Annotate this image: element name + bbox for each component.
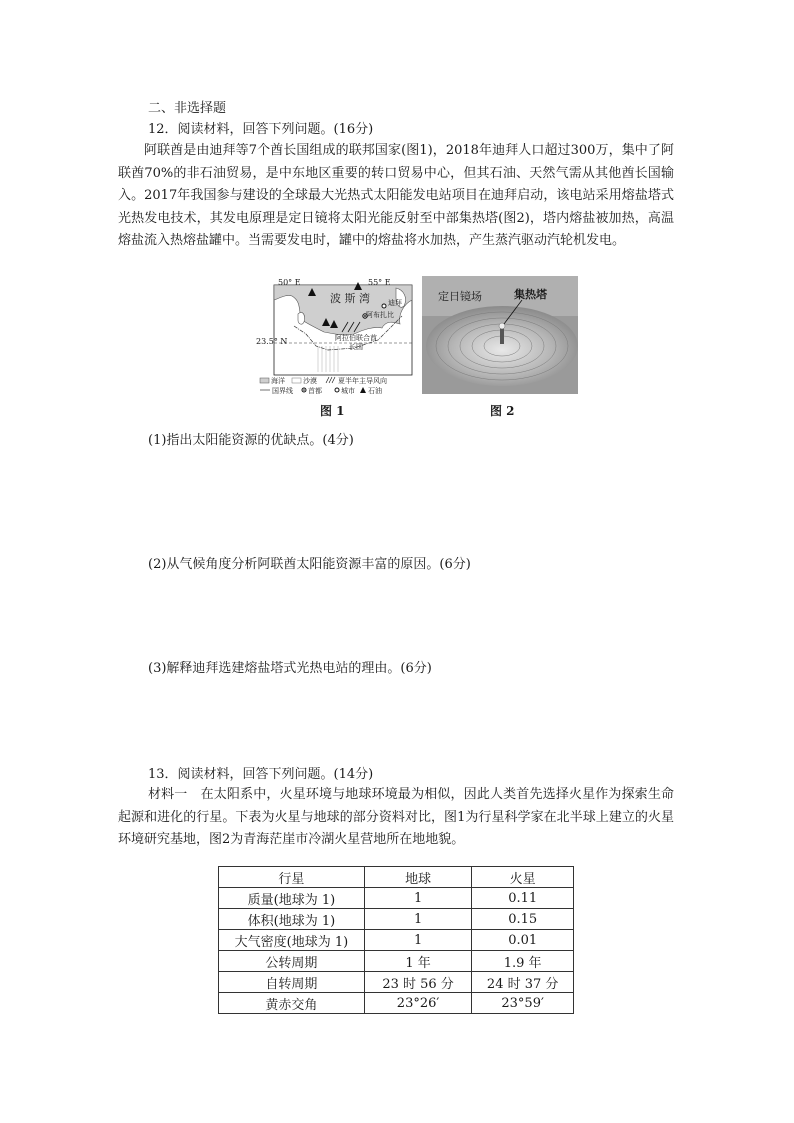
figure-2-caption: 图 2 [490,404,515,418]
question-13-stem: 13．阅读材料，回答下列问题。(14分) [148,767,374,782]
table-cell: 自转周期 [219,972,365,993]
legend-wind: 夏半年主导风向 [338,377,387,385]
table-cell: 1 年 [364,951,472,972]
table-header-row [219,867,574,888]
map-gulf-label: 波 斯 湾 [330,292,370,305]
table-cell: 24 时 37 分 [472,972,574,993]
figure-2-photo [422,276,578,394]
table-row [219,909,574,930]
table-cell: 大气密度(地球为 1) [219,930,365,951]
table-header-cell: 行星 [219,867,365,888]
question-12-sub-1: (1)指出太阳能资源的优缺点。(4分) [148,433,354,448]
map-lat-label: 23.5° N [256,337,288,346]
question-12-sub-2: (2)从气候角度分析阿联酋太阳能资源丰富的原因。(6分) [148,557,471,572]
legend-border: 国界线 [272,387,293,395]
figure-1-caption: 图 1 [320,404,345,418]
section-title: 二、非选择题 [148,101,227,116]
question-13-material: 材料一 在太阳系中，火星环境与地球环境最为相似，因此人类首先选择火星作为探索生命起源和进化的行星。下表为火星与地球的部分资料对比，图1为行星科学家在北半球上建立的火星环境研究基地，图2为青海茫崖市冷湖火星营地所在地地貌。 [118,787,674,847]
table-row [219,993,574,1014]
table-cell: 黄赤交角 [219,993,365,1014]
legend-oil: 石油 [368,387,382,395]
table-header-cell: 地球 [364,867,472,888]
table-cell: 23°59′ [472,993,574,1014]
figure-1-map [258,276,414,394]
table-cell: 0.15 [472,909,574,930]
mars-earth-table [218,866,574,1014]
label-mirror-field: 定日镜场 [438,290,482,303]
map-city-label: 阿布扎比 [366,311,394,319]
map-lon-right-label: 55° E [368,278,391,287]
table-cell: 质量(地球为 1) [219,888,365,909]
question-12-sub-3: (3)解释迪拜选建熔盐塔式光热电站的理由。(6分) [148,661,432,676]
table-cell: 体积(地球为 1) [219,909,365,930]
table-row [219,972,574,993]
legend-capital: 首都 [308,387,322,395]
table-row [219,951,574,972]
table-cell: 公转周期 [219,951,365,972]
table-cell: 0.11 [472,888,574,909]
table-cell: 23 时 56 分 [364,972,472,993]
table-cell: 23°26′ [364,993,472,1014]
table-cell: 1 [364,930,472,951]
legend-sea: 海洋 [271,377,285,385]
table-row [219,930,574,951]
table-cell: 0.01 [472,930,574,951]
label-heat-tower: 集热塔 [514,288,547,301]
table-cell: 1.9 年 [472,951,574,972]
table-cell: 1 [364,909,472,930]
table-cell: 1 [364,888,472,909]
map-dubai-label: 迪拜 [388,299,402,307]
legend-desert: 沙漠 [303,377,317,385]
question-12-material: 阿联酋是由迪拜等7个酋长国组成的联邦国家(图1)，2018年迪拜人口超过300万，集中了阿联酋70%的非石油贸易，是中东地区重要的转口贸易中心，但其石油、天然气需从其他酋长国输入。2017年我国参与建设的全球最大光热式太阳能发电站项目在迪拜启动，该电站采用熔盐塔式光热发电技术，其发电原理是定日镜将太阳光能反射至中部集热塔(图2)，塔内熔盐被加热，高温熔盐流入热熔盐罐中。当需要发电时，罐中的熔盐将水加热，产生蒸汽驱动汽轮机发电。 [118,143,674,248]
question-12-stem: 12．阅读材料，回答下列问题。(16分) [148,122,374,137]
table-header-cell: 火星 [472,867,574,888]
map-lon-left-label: 50° E [278,278,301,287]
legend-city: 城市 [341,387,355,395]
table-row [219,888,574,909]
map-country-label: 阿拉伯联合酋长国 [335,334,377,351]
